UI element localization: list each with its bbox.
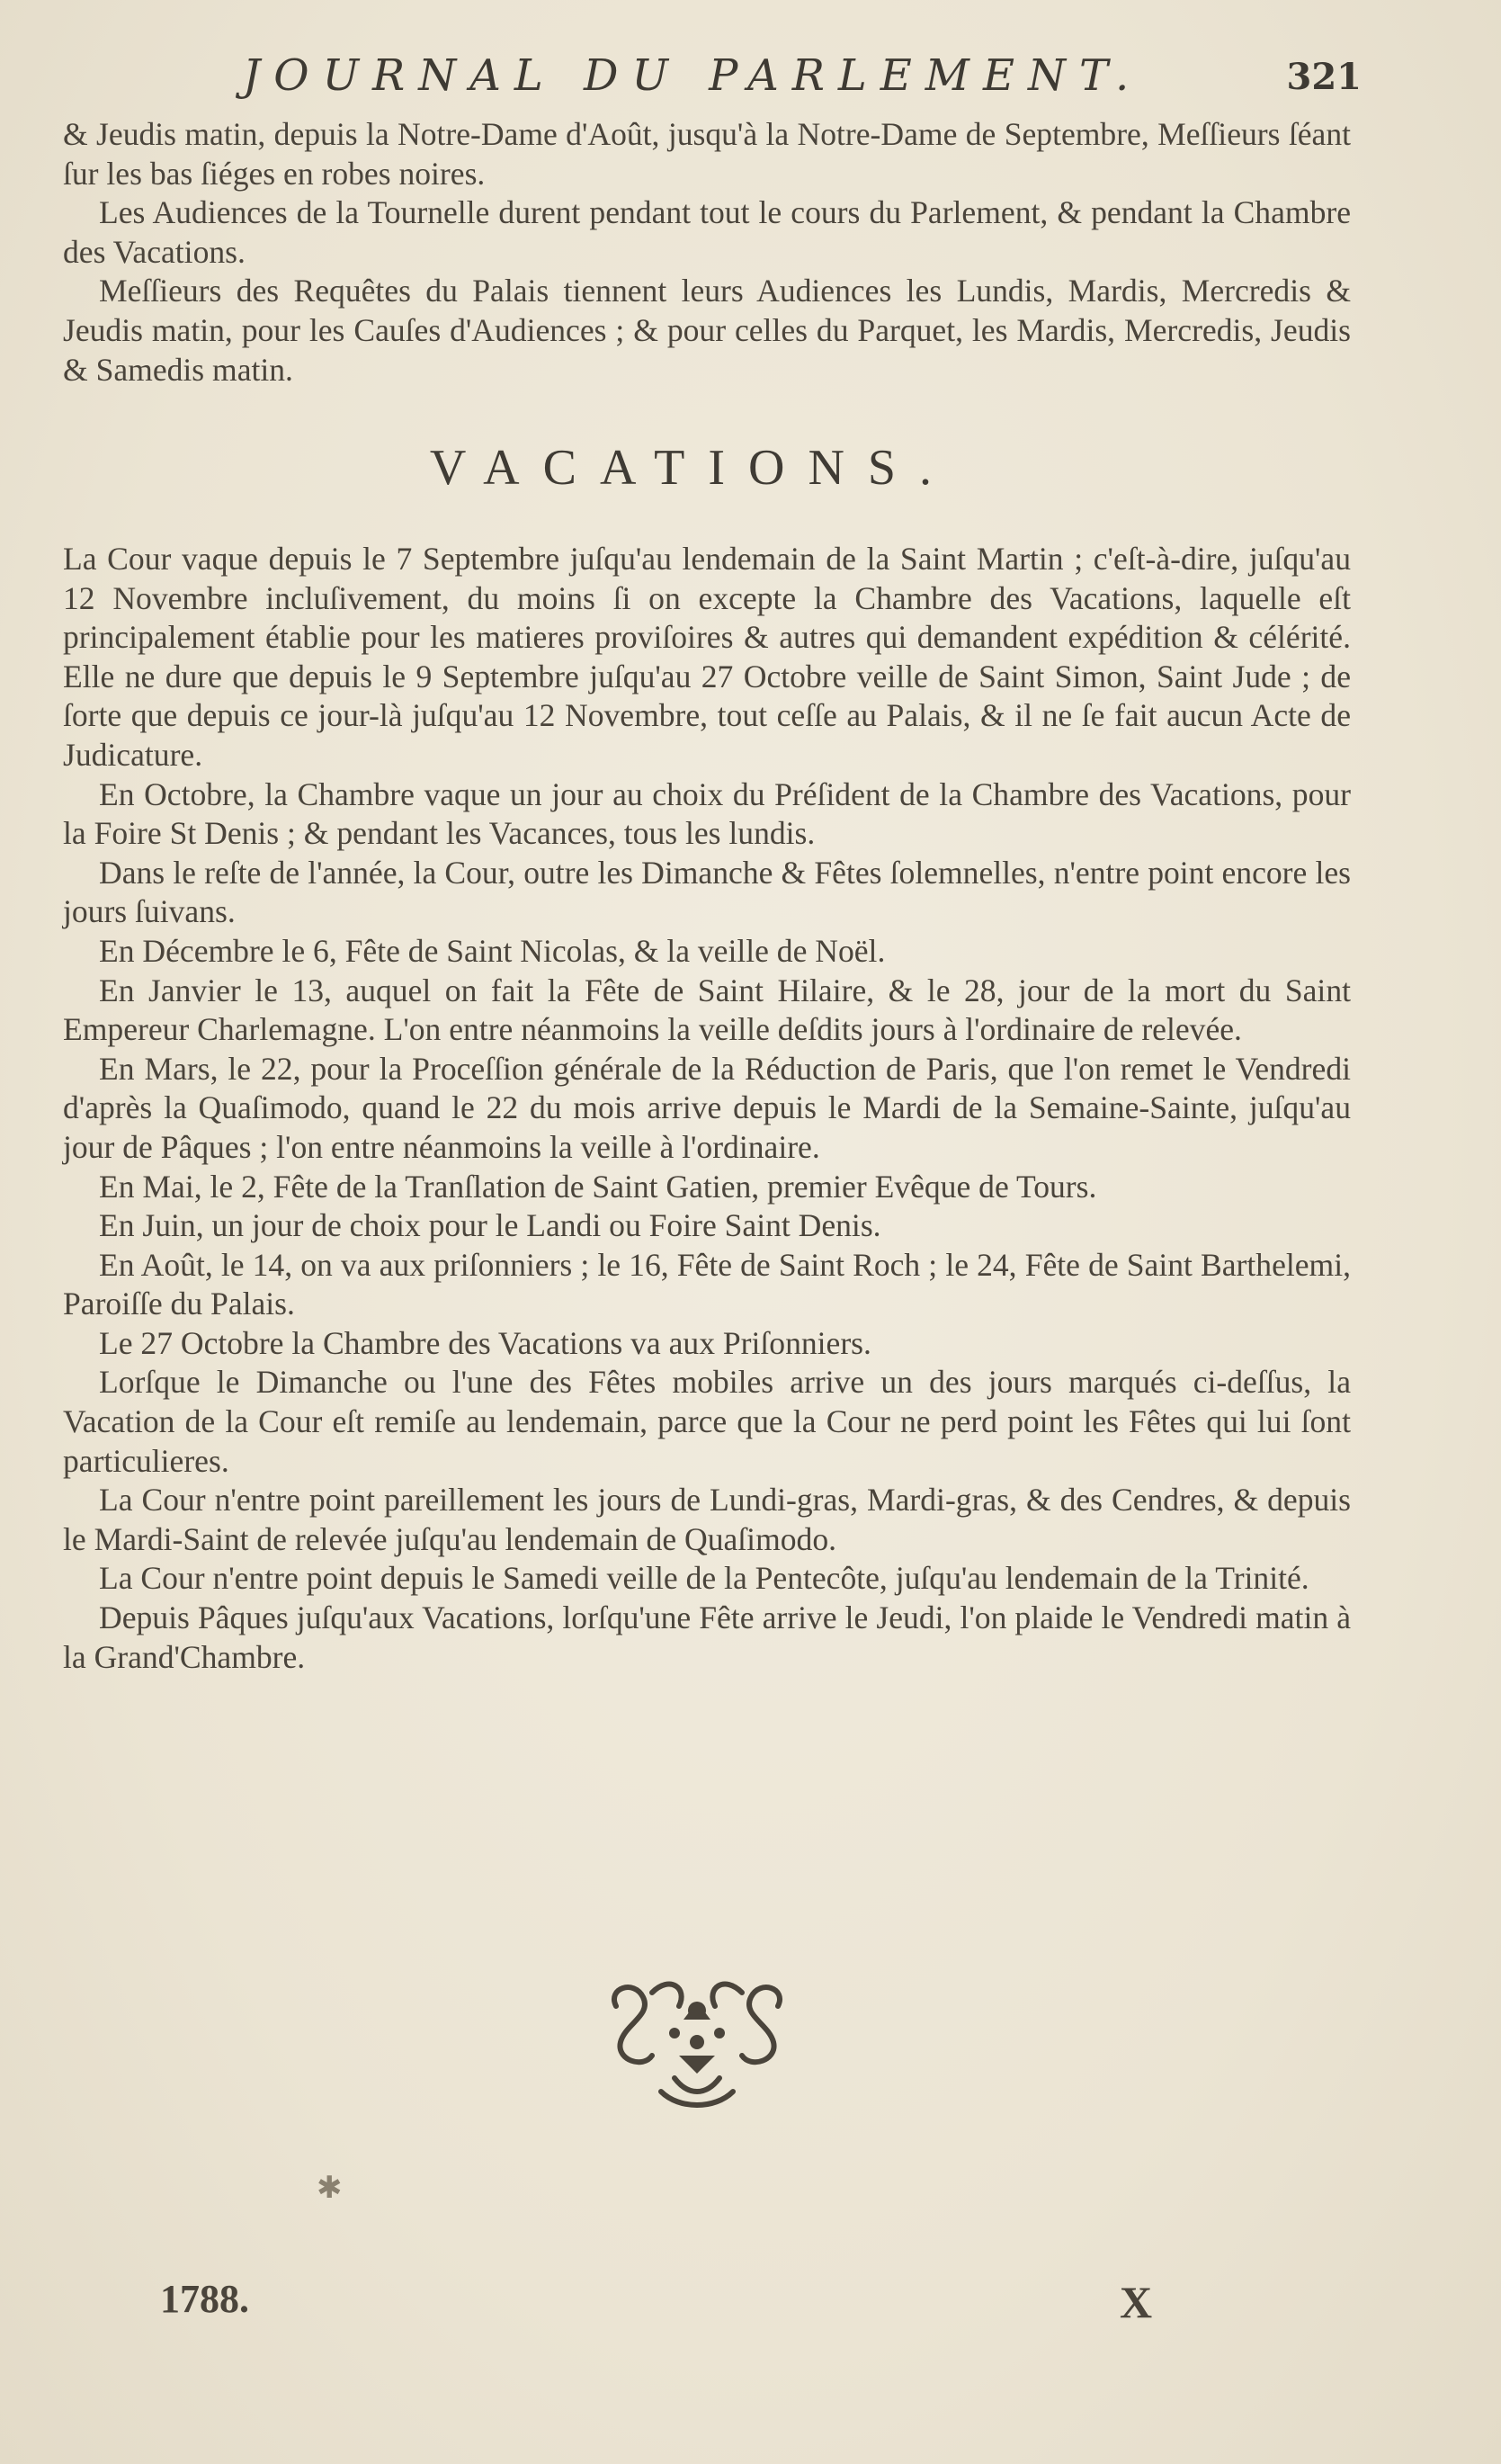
running-title: JOURNAL DU PARLEMENT. [243, 50, 1143, 101]
paragraph-lundi-gras: La Cour n'entre point pareillement les jours de Lundi-gras, Mardi-gras, & des Cendres, & depuis le Mardi-Saint de relevée juſqu'au lendemain de Quaſimodo. [63, 1482, 1351, 1557]
paragraph-continuation: & Jeudis matin, depuis la Notre-Dame d'Août, jusqu'à la Notre-Dame de Septembre, Meſſieurs ſéant ſur les bas ſiéges en robes noires. [63, 116, 1351, 192]
section-title-vacations: VACATIONS. [429, 440, 956, 496]
paragraph-octobre: En Octobre, la Chambre vaque un jour au choix du Préſident de la Chambre des Vacations, pour la Foire St Denis ; & pendant les Vacances, tous les lundis. [63, 775, 1351, 852]
paragraph-janvier: En Janvier le 13, auquel on fait la Fête de Saint Hilaire, & le 28, jour de la mort du Saint Empereur Charlemagne. L'on entre néanmoins la veille deſdits jours à l'ordinaire de relevée. [63, 972, 1351, 1048]
ink-stain-icon: ✱ [317, 2170, 343, 2206]
page-header [63, 43, 1362, 115]
page-number: 321 [1286, 56, 1362, 98]
top-text-block [63, 115, 1351, 390]
paragraph-requetes: Meſſieurs des Requêtes du Palais tiennent leurs Audiences les Lundis, Mardis, Mercredis & Jeudis matin, pour les Cauſes d'Audiences ; & pour celles du Parquet, les Mardis, Mercredis, Jeudis & Samedis matin. [63, 273, 1351, 388]
footer-year: 1788. [160, 2277, 249, 2321]
paragraph-tournelle: Les Audiences de la Tournelle durent pendant tout le cours du Parlement, & pendant la Chambre des Vacations. [63, 194, 1351, 270]
paragraph-pentecote: La Cour n'entre point depuis le Samedi veille de la Pentecôte, juſqu'au lendemain de la Trinité. [99, 1560, 1309, 1597]
paragraph-juin: En Juin, un jour de choix pour le Landi ou Foire Saint Denis. [99, 1207, 881, 1244]
signature-mark: X [1120, 2277, 1153, 2327]
paragraph-decembre: En Décembre le 6, Fête de Saint Nicolas, & la veille de Noël. [99, 932, 886, 969]
paragraph-vacations-intro: La Cour vaque depuis le 7 Septembre juſqu'au lendemain de la Saint Martin ; c'eſt-à-dire, juſqu'au 12 Novembre incluſivement, du moins ſi on excepte la Chambre des Vacations, laquelle eſt principalement établie pour les matieres proviſoires & autres qui demandent expédition & célérité. Elle ne dure que depuis le 9 Septembre juſqu'au 27 Octobre veille de Saint Simon, Saint Jude ; de ſorte que depuis ce jour-là juſqu'au 12 Novembre, tout ceſſe au Palais, & il ne ſe fait aucun Acte de Judicature. [63, 541, 1351, 773]
vacations-text-block [63, 540, 1351, 1677]
paragraph-mai: En Mai, le 2, Fête de la Tranſlation de Saint Gatien, premier Evêque de Tours. [99, 1168, 1097, 1205]
paragraph-aout: En Août, le 14, on va aux priſonniers ; le 16, Fête de Saint Roch ; le 24, Fête de Saint Barthelemi, Paroiſſe du Palais. [63, 1246, 1351, 1322]
paragraph-dimanche: Lorſque le Dimanche ou l'une des Fêtes mobiles arrive un des jours marqués ci-deſſus, la Vacation de la Cour eſt remiſe au lendemain, parce que la Cour ne perd point les Fêtes qui lui ſont particulieres. [63, 1364, 1351, 1479]
paragraph-paques: Depuis Pâques juſqu'aux Vacations, lorſqu'une Fête arrive le Jeudi, l'on plaide le Vendredi matin à la Grand'Chambre. [63, 1599, 1351, 1675]
paragraph-reste-annee: Dans le reſte de l'année, la Cour, outre les Dimanche & Fêtes ſolemnelles, n'entre point encore les jours ſuivans. [63, 854, 1351, 930]
paragraph-octobre-prisonniers: Le 27 Octobre la Chambre des Vacations va aux Priſonniers. [99, 1324, 871, 1361]
fleuron-ornament-icon [589, 1970, 805, 2114]
paragraph-mars: En Mars, le 22, pour la Proceſſion générale de la Réduction de Paris, que l'on remet le Vendredi d'après la Quaſimodo, quand le 22 du mois arrive depuis le Mardi de la Semaine-Sainte, juſqu'au jour de Pâques ; l'on entre néanmoins la veille à l'ordinaire. [63, 1050, 1351, 1165]
